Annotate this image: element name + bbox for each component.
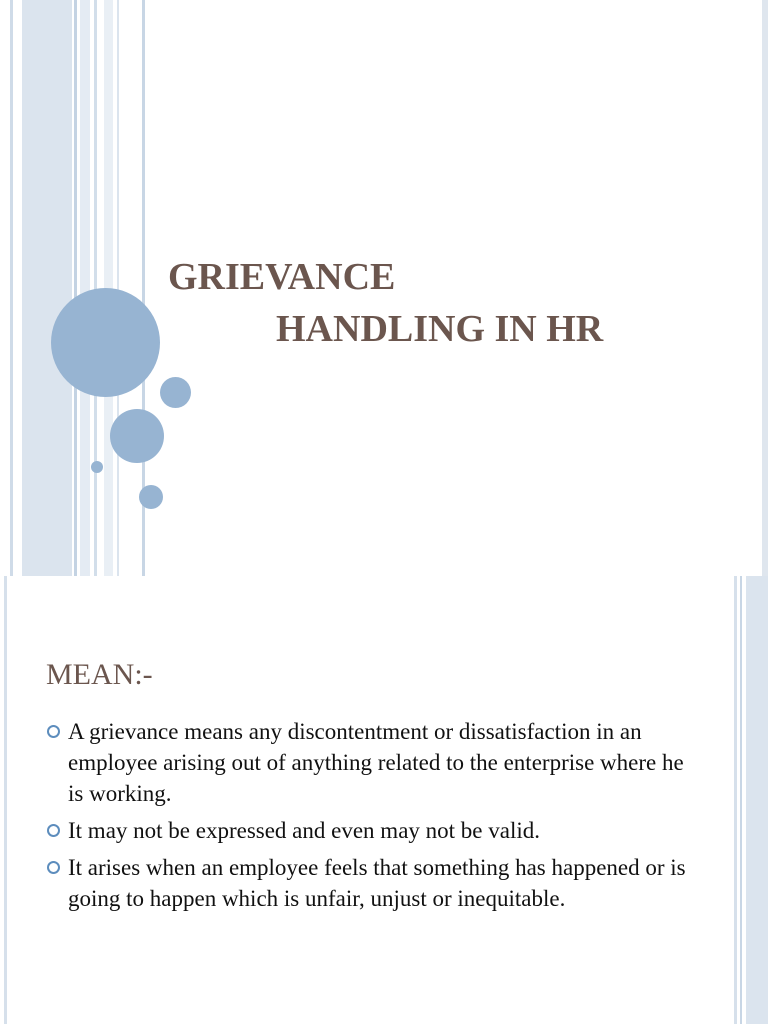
decorative-stripe	[22, 0, 72, 576]
decorative-circle-large	[51, 288, 160, 397]
decorative-circle-small	[139, 485, 163, 509]
decorative-stripe	[4, 576, 7, 1024]
decorative-stripe	[74, 0, 77, 576]
decorative-stripe	[740, 576, 742, 1024]
decorative-stripe	[10, 0, 13, 576]
slide-title-line-1: GRIEVANCE	[168, 256, 396, 298]
list-item	[46, 716, 686, 809]
decorative-stripe	[734, 576, 737, 1024]
bullet-text: It may not be expressed and even may not be valid.	[68, 818, 540, 843]
decorative-circle-tiny	[91, 461, 103, 473]
hollow-circle-icon	[47, 861, 60, 874]
section-heading: MEAN:-	[46, 658, 153, 691]
bullet-text: A grievance means any discontentment or dissatisfaction in an employee arising out of anything related to the enterprise where he is working.	[68, 719, 684, 806]
decorative-stripe	[746, 576, 768, 1024]
list-item	[46, 815, 686, 846]
decorative-stripe	[80, 0, 90, 576]
list-item	[46, 852, 686, 914]
decorative-circle-medium	[110, 409, 164, 463]
decorative-circle-small	[160, 377, 191, 408]
content-slide	[0, 576, 768, 1024]
slide-title-line-2: HANDLING IN HR	[276, 308, 604, 350]
bullet-text: It arises when an employee feels that something has happened or is going to happen which is unfair, unjust or inequitable.	[68, 855, 686, 911]
decorative-stripe	[117, 0, 119, 576]
decorative-stripe	[762, 0, 768, 576]
hollow-circle-icon	[47, 824, 60, 837]
bullet-list	[46, 716, 686, 920]
hollow-circle-icon	[47, 725, 60, 738]
